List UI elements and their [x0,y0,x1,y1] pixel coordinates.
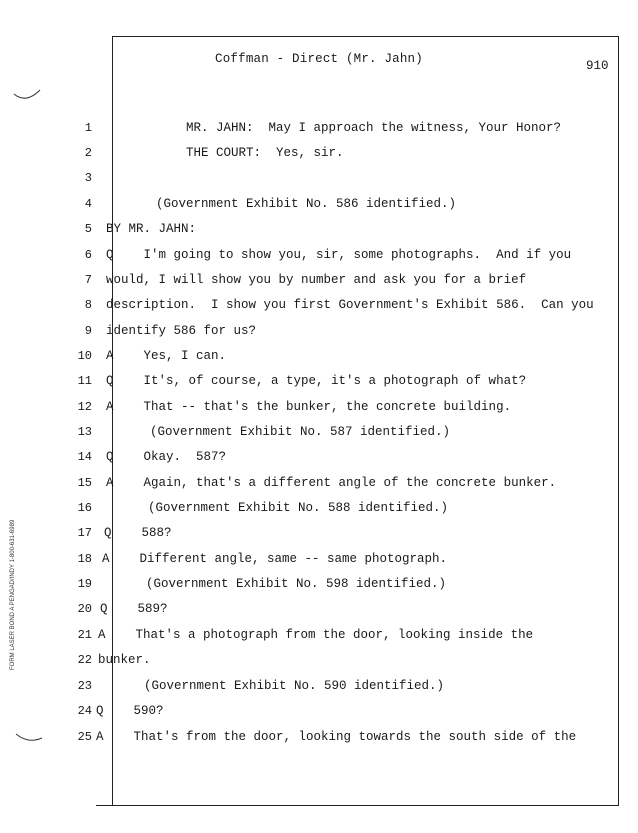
line-text: Q I'm going to show you, sir, some photographs. And if you [106,248,572,262]
transcript-line [0,298,638,318]
transcript-line [0,577,638,597]
line-text: Q Okay. 587? [106,450,227,464]
line-text: A That -- that's the bunker, the concrete building. [106,400,512,414]
line-number: 24 [77,704,92,718]
line-number: 9 [84,324,92,338]
line-text: (Government Exhibit No. 588 identified.) [148,501,449,515]
line-number: 8 [84,298,92,312]
side-form-stamp: FORM LASER BOND A PENGAD/INDY 1-800-631-6989 [10,519,16,670]
transcript-line [0,425,638,445]
line-number: 11 [77,374,92,388]
line-number: 23 [77,679,92,693]
page-header-title: Coffman - Direct (Mr. Jahn) [215,52,423,66]
line-number: 22 [77,653,92,667]
line-number: 5 [84,222,92,236]
transcript-line [0,602,638,622]
transcript-line [0,628,638,648]
line-number: 14 [77,450,92,464]
line-text: would, I will show you by number and ask you for a brief [106,273,527,287]
line-text: identify 586 for us? [106,324,257,338]
line-number: 3 [84,171,92,185]
transcript-line [0,222,638,242]
transcript-line [0,704,638,724]
transcript-line [0,476,638,496]
line-text: Q 590? [96,704,164,718]
line-number: 17 [77,526,92,540]
line-number: 12 [77,400,92,414]
transcript-line [0,197,638,217]
transcript-line [0,400,638,420]
line-text: A Again, that's a different angle of the concrete bunker. [106,476,557,490]
line-text: MR. JAHN: May I approach the witness, Your Honor? [186,121,562,135]
line-number: 1 [84,121,92,135]
line-number: 10 [77,349,92,363]
transcript-line [0,552,638,572]
line-number: 15 [77,476,92,490]
line-text: A Yes, I can. [106,349,227,363]
line-text: A Different angle, same -- same photograph. [102,552,448,566]
line-number: 21 [77,628,92,642]
page-border-top [112,36,618,37]
transcript-line [0,679,638,699]
line-text: Q 589? [100,602,168,616]
transcript-line [0,526,638,546]
line-text: BY MR. JAHN: [106,222,197,236]
line-text: A That's a photograph from the door, looking inside the [98,628,534,642]
line-number: 2 [84,146,92,160]
line-number: 4 [84,197,92,211]
line-number: 16 [77,501,92,515]
line-number: 19 [77,577,92,591]
line-text: (Government Exhibit No. 590 identified.) [144,679,445,693]
line-text: bunker. [98,653,151,667]
transcript-line [0,450,638,470]
page-border-bottom [96,805,618,806]
transcript-line [0,324,638,344]
transcript-line [0,171,638,191]
transcript-line [0,349,638,369]
line-number: 13 [77,425,92,439]
line-number: 6 [84,248,92,262]
line-number: 20 [77,602,92,616]
line-text: (Government Exhibit No. 598 identified.) [146,577,447,591]
transcript-line [0,730,638,750]
line-text: (Government Exhibit No. 587 identified.) [150,425,451,439]
punch-mark-top [12,86,42,102]
transcript-line [0,146,638,166]
line-text: (Government Exhibit No. 586 identified.) [156,197,457,211]
line-number: 25 [77,730,92,744]
line-number: 7 [84,273,92,287]
transcript-line [0,248,638,268]
transcript-line [0,273,638,293]
line-text: A That's from the door, looking towards the south side of the [96,730,577,744]
line-text: Q It's, of course, a type, it's a photograph of what? [106,374,527,388]
transcript-line [0,653,638,673]
transcript-line [0,374,638,394]
line-text: description. I show you first Government's Exhibit 586. Can you [106,298,594,312]
line-number: 18 [77,552,92,566]
transcript-line [0,501,638,521]
line-text: Q 588? [104,526,172,540]
page-number: 910 [586,59,609,73]
transcript-line [0,121,638,141]
line-text: THE COURT: Yes, sir. [186,146,344,160]
